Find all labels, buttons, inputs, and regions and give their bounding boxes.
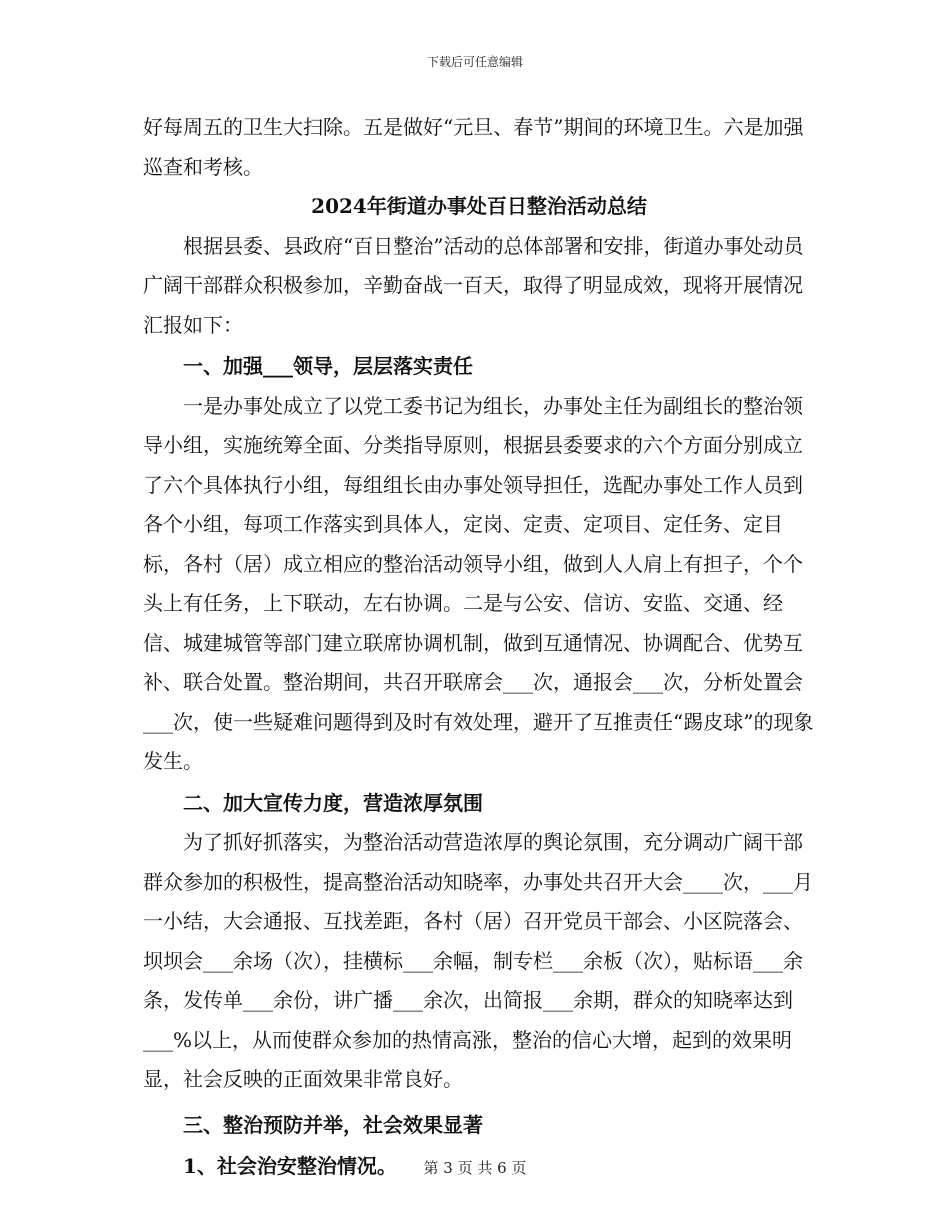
page-footer: 第 3 页 共 6 页	[423, 1159, 527, 1177]
section-paragraph-1: 一是办事处成立了以党工委书记为组长，办事处主任为副组长的整治领导小组，实施统筹全面、分类指导原则，根据县委要求的六个方面分别成立了六个具体执行小组，每组组长由办事处领导担任，选配办事处工作人员到各个小组，每项工作落实到具体人，定岗、定责、定项目、定任务、定目标，各村（居）成立相应的整治活动领导小组，做到人人肩上有担子，个个头上有任务，上下联动，左右协调。二是与公安、信访、安监、交通、经信、城建城管等部门建立联席协调机制，做到互通情况、协调配合、优势互补、联合处置。整治期间，共召开联席会___次，通报会___次，分析处置会___次，使一些疑难问题得到及时有效处理，避开了互推责任“踢皮球”的现象发生。	[143, 393, 814, 773]
document-body	[143, 108, 815, 1187]
section-paragraph-2: 为了抓好抓落实，为整治活动营造浓厚的舆论氛围，充分调动广阔干部群众参加的积极性，提高整治活动知晓率，办事处共召开大会____次，___月一小结，大会通报、互找差距，各村（居）召开党员干部会、小区院落会、坝坝会___余场（次），挂横标___余幅，制专栏___余板（次），贴标语___余条，发传单___余份，讲广播___余次，出简报___余期，群众的知晓率达到___%以上，从而使群众参加的热情高涨，整治的信心大增，起到的效果明显，社会反映的正面效果非常良好。	[143, 830, 813, 1091]
page-header: 下载后可任意编辑	[426, 55, 523, 69]
section-heading-1: 一、加强___领导，层层落实责任	[183, 354, 473, 378]
intro-paragraph: 根据县委、县政府“百日整治”活动的总体部署和安排，街道办事处动员广阔干部群众积极参加，辛勤奋战一百天，取得了明显成效，现将开展情况汇报如下：	[143, 233, 804, 337]
section-heading-2: 二、加大宣传力度，营造浓厚氛围	[183, 790, 483, 815]
document-title: 2024年街道办事处百日整治活动总结	[311, 194, 647, 218]
subsection-heading-1: 1、社会治安整治情况。	[183, 1154, 397, 1178]
section-heading-3: 三、整治预防并举，社会效果显著	[183, 1112, 483, 1137]
continuation-paragraph: 好每周五的卫生大扫除。五是做好“元旦、春节”期间的环境卫生。六是加强巡查和考核。	[143, 115, 804, 179]
